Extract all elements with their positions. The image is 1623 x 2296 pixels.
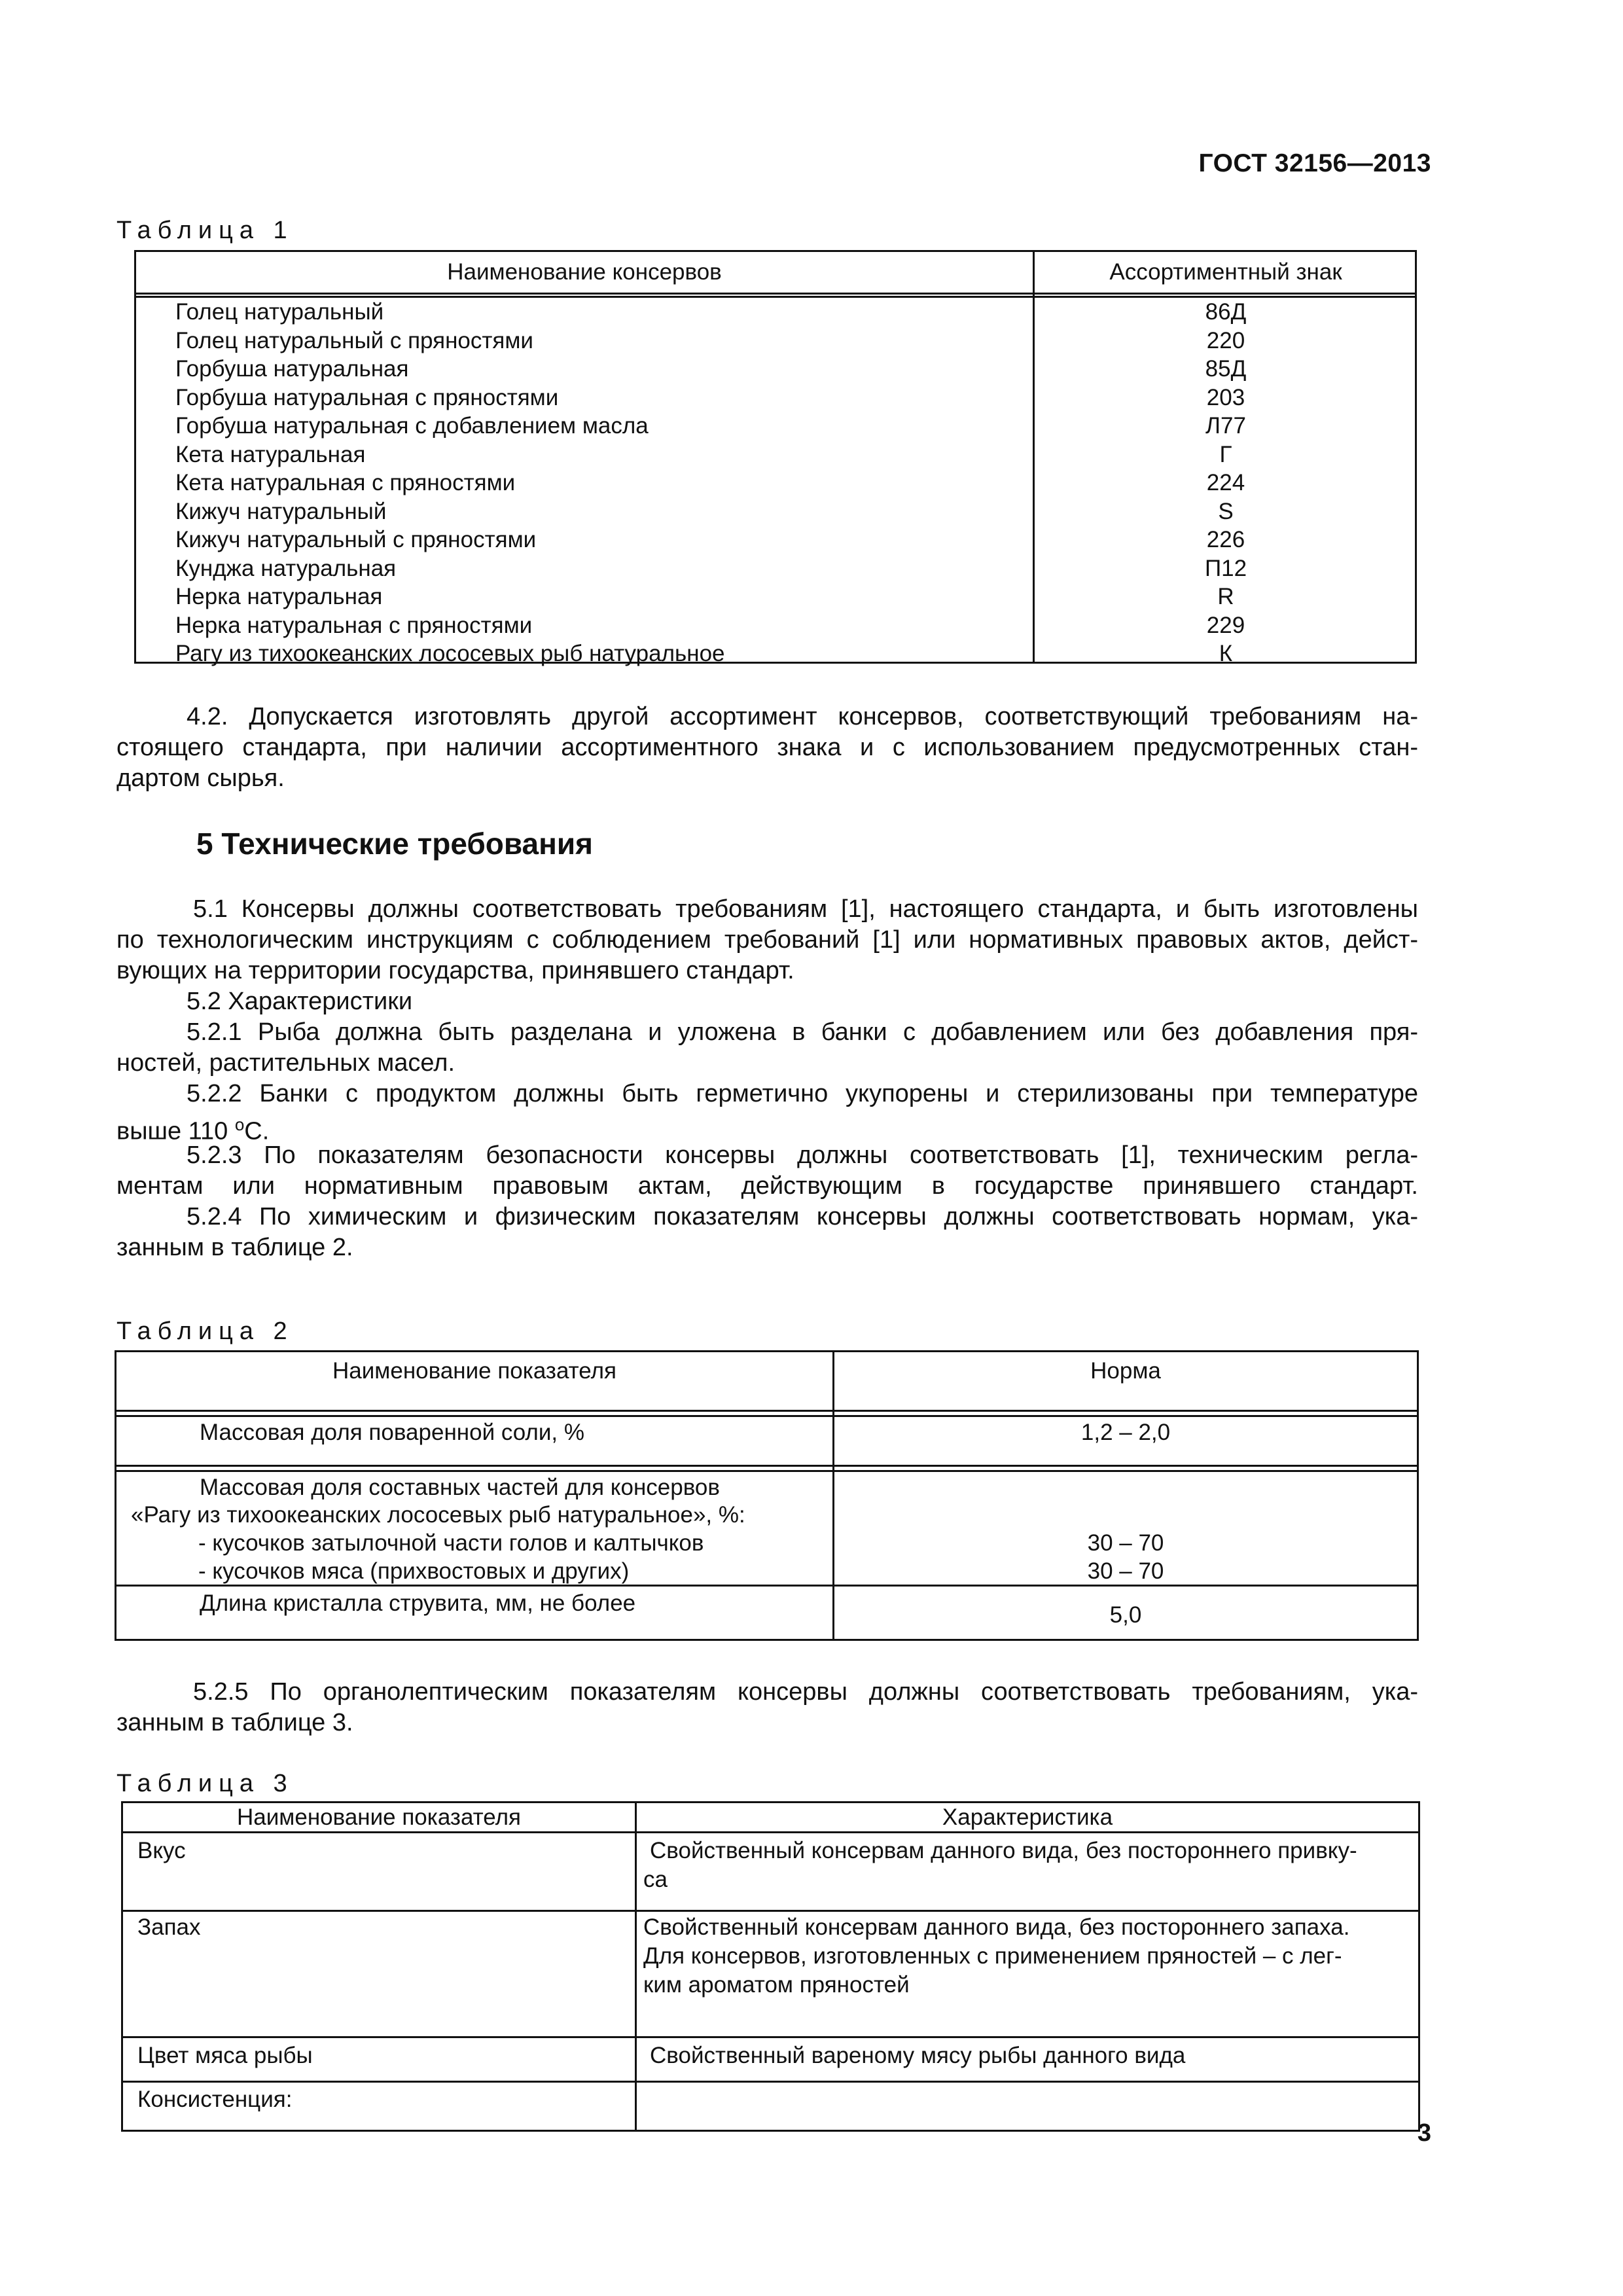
table1-row-name: Горбуша натуральная с добавлением масла [175, 413, 649, 439]
table-row [136, 412, 1415, 440]
paragraph-4-2-line-3: дартом сырья. [116, 764, 285, 792]
paragraph-5-2: 5.2 Характеристики [187, 988, 413, 1015]
table1-row-name: Голец натуральный [175, 299, 384, 325]
table1-header-name: Наименование консервов [447, 259, 722, 285]
temperature-unit: С. [244, 1117, 270, 1145]
table1-row-name: Кижуч натуральный с пряностями [175, 527, 537, 552]
paragraph-5-2-1-line-1: 5.2.1 Рыба должна быть разделана и уложена в банки с добавлением или без добавления пря- [187, 1018, 1418, 1046]
table1 [134, 250, 1417, 664]
table1-row-name: Кунджа натуральная [175, 555, 397, 581]
table3-row1-name: Вкус [137, 1838, 186, 1863]
table1-caption: Таблица 1 [116, 217, 294, 244]
paragraph-5-2-4-line-1: 5.2.4 По химическим и физическим показателям консервы должны соответствовать нормам, ука- [187, 1203, 1418, 1230]
table3-header-characteristic: Характеристика [942, 1804, 1113, 1830]
table3-row2-text-line1: Свойственный консервам данного вида, без постороннего запаха. [643, 1914, 1350, 1940]
table1-row-code: П12 [1204, 555, 1247, 581]
degree-sign: o [234, 1115, 245, 1134]
table1-row-name: Рагу из тихоокеанских лососевых рыб натуральное [175, 641, 725, 666]
table2-column-divider [832, 1352, 834, 1639]
table-row [136, 639, 1415, 668]
table1-row-code: 85Д [1205, 356, 1247, 382]
table3-row2-text-line2: Для консервов, изготовленных с применением пряностей – с лег- [643, 1943, 1342, 1969]
table1-row-code: Г [1219, 441, 1232, 467]
paragraph-5-1-line-3: вующих на территории государства, принявшего стандарт. [116, 957, 794, 984]
table-row [136, 327, 1415, 355]
table3-row-rule-2 [123, 2036, 1418, 2038]
table-row [136, 469, 1415, 497]
paragraph-4-2-line-2: стоящего стандарта, при наличии ассортиментного знака и с использованием предусмотренных стан- [116, 734, 1418, 761]
table2-row2-name-line1: Массовая доля составных частей для консервов [200, 1475, 720, 1500]
table1-body [136, 298, 1415, 668]
table3-row1-text-line1: Свойственный консервам данного вида, без постороннего привку- [650, 1838, 1357, 1863]
table2-row3-value: 5,0 [1109, 1602, 1142, 1628]
table2 [115, 1350, 1419, 1641]
paragraph-5-2-1-line-2: ностей, растительных масел. [116, 1049, 455, 1077]
table3-caption: Таблица 3 [116, 1770, 294, 1797]
paragraph-5-2-3-line-2: ментам или нормативным правовым актам, действующим в государстве принявшего стандарт. [116, 1172, 1418, 1200]
table3-header-name: Наименование показателя [237, 1804, 521, 1830]
table1-row-name: Нерка натуральная [175, 584, 383, 609]
table3-row3-name: Цвет мяса рыбы [137, 2043, 313, 2068]
table3-row2-text-line3: ким ароматом пряностей [643, 1972, 910, 1998]
table3-row1-text-line2: са [643, 1867, 668, 1892]
section-5-title: 5 Технические требования [196, 827, 593, 861]
paragraph-5-2-3-line-1: 5.2.3 По показателям безопасности консервы должны соответствовать [1], техническим регла- [187, 1141, 1418, 1169]
table2-row3-name: Длина кристалла струвита, мм, не более [200, 1590, 636, 1616]
table-row [136, 554, 1415, 583]
table1-row-code: Л77 [1205, 413, 1246, 439]
table1-row-name: Кета натуральная с пряностями [175, 470, 516, 495]
table1-header-code: Ассортиментный знак [1109, 259, 1342, 285]
paragraph-5-2-4-line-2: занным в таблице 2. [116, 1234, 353, 1261]
table-row [136, 611, 1415, 640]
table2-row-rule-2 [116, 1465, 1417, 1472]
table-row [136, 440, 1415, 469]
table1-row-name: Горбуша натуральная с пряностями [175, 384, 559, 410]
paragraph-4-2-line-1: 4.2. Допускается изготовлять другой ассортимент консервов, соответствующий требованиям на- [187, 703, 1418, 730]
paragraph-5-2-5-line-2: занным в таблице 3. [116, 1709, 353, 1736]
table-row [136, 298, 1415, 327]
table1-row-name: Кета натуральная [175, 441, 366, 467]
table1-row-code: S [1218, 498, 1234, 524]
paragraph-5-2-5-line-1: 5.2.5 По органолептическим показателям консервы должны соответствовать требованиям, ука- [193, 1678, 1418, 1706]
table3 [121, 1801, 1420, 2132]
table3-row2-name: Запах [137, 1914, 201, 1940]
paragraph-5-1-line-2: по технологическим инструкциям с соблюдением требований [1] или нормативных правовых актов, дейст- [116, 926, 1418, 954]
table2-row1-name: Массовая доля поваренной соли, % [200, 1420, 584, 1445]
table-row [136, 384, 1415, 412]
table2-header-name: Наименование показателя [332, 1358, 616, 1384]
table2-caption: Таблица 2 [116, 1318, 294, 1345]
table2-header-value: Норма [1090, 1358, 1161, 1384]
table3-row4-name: Консистенция: [137, 2087, 293, 2112]
table2-row-rule-1 [116, 1410, 1417, 1417]
table1-row-code: 229 [1206, 612, 1245, 638]
table1-row-name: Нерка натуральная с пряностями [175, 612, 533, 638]
table-row [136, 583, 1415, 611]
table-row [136, 497, 1415, 526]
table1-row-code: К [1219, 641, 1233, 666]
document-code: ГОСТ 32156—2013 [1198, 149, 1431, 177]
table1-row-code: R [1217, 584, 1234, 609]
table1-row-code: 224 [1206, 470, 1245, 495]
table2-row2-name-line2: «Рагу из тихоокеанских лососевых рыб натуральное», %: [131, 1502, 745, 1528]
paragraph-5-1-line-1: 5.1 Консервы должны соответствовать требованиям [1], настоящего стандарта, и быть изготовлены [193, 895, 1418, 923]
temperature-prefix: выше 110 [116, 1117, 235, 1145]
table1-row-code: 226 [1206, 527, 1245, 552]
table1-row-code: 86Д [1205, 299, 1247, 325]
table1-header-rule [136, 293, 1415, 295]
table1-row-code: 203 [1206, 384, 1245, 410]
table1-row-name: Голец натуральный с пряностями [175, 327, 533, 353]
table3-row-rule-1 [123, 1910, 1418, 1912]
table3-row3-text: Свойственный вареному мясу рыбы данного вида [650, 2043, 1186, 2068]
table-row [136, 526, 1415, 554]
table2-row2-name-line3: - кусочков затылочной части голов и калтычков [198, 1530, 704, 1556]
table2-row1-value: 1,2 – 2,0 [1080, 1420, 1171, 1445]
table2-row2-value2: 30 – 70 [1087, 1558, 1164, 1584]
table3-row-rule-3 [123, 2081, 1418, 2083]
table2-row2-value1: 30 – 70 [1087, 1530, 1164, 1556]
table1-row-code: 220 [1206, 327, 1245, 353]
page-number: 3 [1417, 2119, 1431, 2147]
paragraph-5-2-2-line-1: 5.2.2 Банки с продуктом должны быть герметично укупорены и стерилизованы при температуре [187, 1080, 1418, 1107]
table-row [136, 355, 1415, 384]
table1-row-name: Горбуша натуральная [175, 356, 409, 382]
table2-row2-name-line4: - кусочков мяса (прихвостовых и других) [198, 1558, 630, 1584]
table1-row-name: Кижуч натуральный [175, 498, 387, 524]
